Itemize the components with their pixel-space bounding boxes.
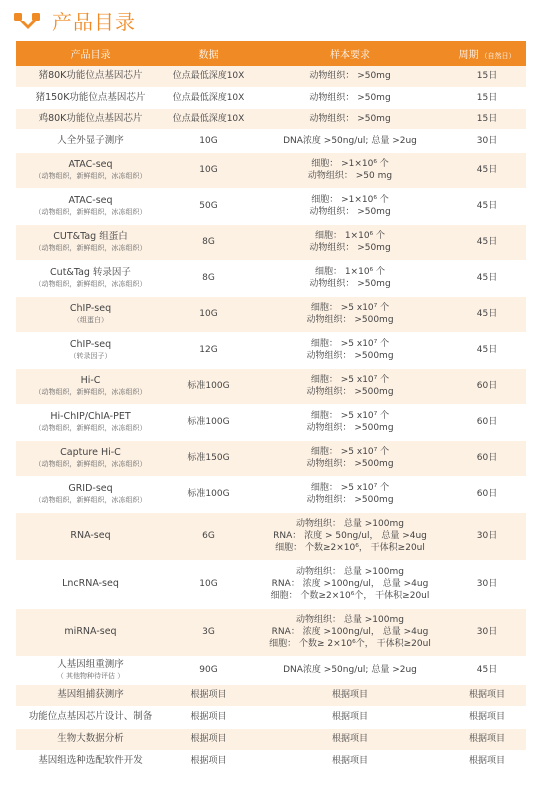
product-name-cell — [16, 66, 165, 87]
requirement-line: 细胞： >5 x10⁷ 个 — [310, 339, 390, 349]
table-body — [16, 66, 526, 772]
product-name: 生物大数据分析 — [57, 733, 124, 744]
data-cell: 位点最低深度10X — [165, 108, 252, 129]
data-cell: 50G — [165, 188, 252, 224]
data-cell: 10G — [165, 296, 252, 332]
table-row — [16, 560, 526, 608]
requirement-line: 根据项目 — [331, 756, 368, 766]
requirement-line: 细胞： 个数≥2×10⁶， 干体积≥20ul — [275, 543, 425, 553]
requirement-line: 动物组织： 总量 >100mg — [296, 615, 404, 625]
period-cell: 15日 — [448, 66, 526, 87]
product-name: ChIP-seq — [69, 303, 112, 314]
requirement-cell — [252, 108, 448, 129]
requirement-line: DNA浓度 >50ng/ul; 总量 >2ug — [283, 665, 417, 675]
product-name-cell — [16, 188, 165, 224]
product-name: GRID-seq — [68, 483, 113, 494]
product-name: Hi-C — [80, 375, 101, 386]
table-row — [16, 87, 526, 108]
data-cell: 8G — [165, 224, 252, 260]
product-name: 基因组选种选配软件开发 — [38, 755, 143, 766]
period-cell: 45日 — [448, 656, 526, 684]
table-row — [16, 404, 526, 440]
requirement-line: 细胞： >5 x10⁷ 个 — [310, 303, 390, 313]
product-name-cell — [16, 368, 165, 404]
product-catalog-table — [16, 41, 526, 773]
requirement-line: 动物组织： 总量 >100mg — [296, 519, 404, 529]
period-cell: 15日 — [448, 87, 526, 108]
table-row — [16, 368, 526, 404]
table-row — [16, 224, 526, 260]
requirement-cell — [252, 512, 448, 560]
period-cell: 根据项目 — [448, 684, 526, 706]
data-cell: 12G — [165, 332, 252, 368]
requirement-cell — [252, 560, 448, 608]
table-row — [16, 706, 526, 728]
data-cell: 根据项目 — [165, 728, 252, 750]
data-cell: 标准100G — [165, 404, 252, 440]
requirement-cell — [252, 750, 448, 772]
header-period-label: 周期 — [458, 50, 479, 61]
requirement-cell — [252, 476, 448, 512]
product-name-cell — [16, 87, 165, 108]
product-name-note: （动物组织，新鲜组织，冰冻组织） — [34, 424, 147, 432]
product-name-cell — [16, 108, 165, 129]
period-cell: 60日 — [448, 368, 526, 404]
product-name-note: （动物组织，新鲜组织，冰冻组织） — [34, 244, 147, 252]
product-name: CUT&Tag 组蛋白 — [53, 231, 128, 242]
product-name: ATAC-seq — [68, 159, 113, 170]
data-cell: 位点最低深度10X — [165, 87, 252, 108]
requirement-cell — [252, 87, 448, 108]
product-name: ATAC-seq — [68, 195, 113, 206]
data-cell: 3G — [165, 608, 252, 656]
data-cell: 根据项目 — [165, 750, 252, 772]
table-row — [16, 512, 526, 560]
requirement-line: 细胞： >5 x10⁷ 个 — [310, 411, 390, 421]
product-name: 功能位点基因芯片设计、制备 — [28, 711, 153, 722]
requirement-line: 细胞： >5 x10⁷ 个 — [310, 483, 390, 493]
product-name: Cut&Tag 转录因子 — [50, 267, 131, 278]
product-name-cell — [16, 332, 165, 368]
product-name: Hi-ChIP/ChIA-PET — [50, 411, 131, 422]
data-cell: 标准100G — [165, 476, 252, 512]
table-row — [16, 656, 526, 684]
table-row — [16, 608, 526, 656]
period-cell: 15日 — [448, 108, 526, 129]
period-cell: 45日 — [448, 332, 526, 368]
page-title: 产品目录 — [52, 10, 136, 34]
requirement-cell — [252, 684, 448, 706]
table-row — [16, 728, 526, 750]
product-name-cell — [16, 129, 165, 152]
product-name-cell — [16, 512, 165, 560]
requirement-cell — [252, 152, 448, 188]
product-name-note: （动物组织，新鲜组织，冰冻组织） — [34, 460, 147, 468]
data-cell: 根据项目 — [165, 706, 252, 728]
requirement-line: 动物组织： >50mg — [309, 279, 391, 289]
product-name-cell — [16, 224, 165, 260]
table-row — [16, 684, 526, 706]
header-requirement: 样本要求 — [252, 41, 448, 66]
header-period-note: （自然日） — [480, 52, 516, 60]
requirement-line: 根据项目 — [331, 734, 368, 744]
requirement-cell — [252, 224, 448, 260]
requirement-cell — [252, 656, 448, 684]
product-name: 猪150K功能位点基因芯片 — [35, 91, 146, 103]
requirement-line: 细胞： 个数≥2×10⁶个， 干体积≥20ul — [270, 591, 430, 601]
table-row — [16, 260, 526, 296]
table-header-row — [16, 41, 526, 66]
product-name-cell — [16, 728, 165, 750]
product-name-note: （动物组织，新鲜组织，冰冻组织） — [34, 280, 147, 288]
product-name-cell — [16, 260, 165, 296]
product-name-cell — [16, 296, 165, 332]
data-cell: 10G — [165, 560, 252, 608]
requirement-line: 动物组织： >500mg — [306, 459, 394, 469]
product-name-note: （组蛋白） — [73, 316, 108, 324]
data-cell: 根据项目 — [165, 684, 252, 706]
requirement-cell — [252, 66, 448, 87]
product-name-cell — [16, 684, 165, 706]
requirement-line: 动物组织： >50mg — [309, 243, 391, 253]
period-cell: 45日 — [448, 152, 526, 188]
period-cell: 60日 — [448, 476, 526, 512]
requirement-line: 动物组织： >50mg — [309, 207, 391, 217]
table-row — [16, 750, 526, 772]
product-name-cell — [16, 560, 165, 608]
product-name: RNA-seq — [70, 530, 111, 541]
data-cell: 标准150G — [165, 440, 252, 476]
requirement-cell — [252, 188, 448, 224]
period-cell: 45日 — [448, 260, 526, 296]
requirement-cell — [252, 368, 448, 404]
product-name-cell — [16, 440, 165, 476]
requirement-line: 动物组织： >50mg — [309, 92, 391, 103]
product-name-cell — [16, 750, 165, 772]
requirement-line: 动物组织： >500mg — [306, 387, 394, 397]
data-cell: 10G — [165, 129, 252, 152]
data-cell: 位点最低深度10X — [165, 66, 252, 87]
header-product: 产品目录 — [16, 41, 165, 66]
period-cell: 45日 — [448, 224, 526, 260]
requirement-line: 细胞： 个数≥ 2×10⁶个， 干体积≥20ul — [269, 639, 431, 649]
requirement-line: DNA浓度 >50ng/ul; 总量 >2ug — [283, 135, 417, 146]
product-name-note: （动物组织，新鲜组织，冰冻组织） — [34, 208, 147, 216]
requirement-cell — [252, 706, 448, 728]
product-name: Capture Hi-C — [60, 447, 121, 458]
requirement-line: 动物组织： >500mg — [306, 423, 394, 433]
requirement-line: 细胞： >1×10⁶ 个 — [311, 195, 389, 205]
product-name: LncRNA-seq — [62, 578, 119, 589]
requirement-line: 动物组织： 总量 >100mg — [296, 567, 404, 577]
requirement-line: 动物组织： >50 mg — [307, 171, 393, 181]
product-name: ChIP-seq — [69, 339, 112, 350]
requirement-line: 细胞： >5 x10⁷ 个 — [310, 447, 390, 457]
period-cell: 30日 — [448, 560, 526, 608]
requirement-cell — [252, 296, 448, 332]
requirement-cell — [252, 260, 448, 296]
data-cell: 6G — [165, 512, 252, 560]
requirement-cell — [252, 332, 448, 368]
requirement-line: 动物组织： >500mg — [306, 351, 394, 361]
requirement-line: 动物组织： >50mg — [309, 71, 391, 82]
product-name: 人全外显子测序 — [57, 134, 124, 146]
period-cell: 30日 — [448, 129, 526, 152]
requirement-line: RNA： 浓度 >100ng/ul， 总量 >4ug — [271, 579, 429, 589]
table-row — [16, 188, 526, 224]
product-name: 人基因组重测序 — [57, 659, 124, 670]
requirement-line: 细胞： 1×10⁶ 个 — [314, 267, 386, 277]
product-name: 鸡80K功能位点基因芯片 — [38, 112, 143, 124]
title-bar — [0, 0, 544, 38]
logo-icon — [14, 12, 42, 32]
requirement-line: RNA： 浓度 > 50ng/ul， 总量 >4ug — [273, 531, 427, 541]
product-name: miRNA-seq — [64, 626, 117, 637]
table-row — [16, 296, 526, 332]
product-name-cell — [16, 404, 165, 440]
table-row — [16, 129, 526, 152]
requirement-line: RNA： 浓度 >100ng/ul， 总量 >4ug — [271, 627, 429, 637]
header-data: 数据 — [165, 41, 252, 66]
period-cell: 根据项目 — [448, 750, 526, 772]
requirement-line: 根据项目 — [331, 690, 368, 700]
requirement-line: 细胞： >1×10⁶ 个 — [311, 159, 389, 169]
requirement-line: 细胞： >5 x10⁷ 个 — [310, 375, 390, 385]
table-row — [16, 66, 526, 87]
data-cell: 8G — [165, 260, 252, 296]
period-cell: 根据项目 — [448, 706, 526, 728]
product-name-note: （转录因子） — [69, 352, 112, 360]
requirement-cell — [252, 728, 448, 750]
product-name-note: （动物组织，新鲜组织，冰冻组织） — [34, 172, 147, 180]
requirement-line: 动物组织： >500mg — [306, 495, 394, 505]
requirement-line: 根据项目 — [331, 712, 368, 722]
table-row — [16, 108, 526, 129]
product-name-cell — [16, 656, 165, 684]
period-cell: 30日 — [448, 608, 526, 656]
requirement-cell — [252, 129, 448, 152]
period-cell: 45日 — [448, 188, 526, 224]
requirement-cell — [252, 440, 448, 476]
product-name: 基因组捕获测序 — [57, 689, 124, 700]
period-cell: 根据项目 — [448, 728, 526, 750]
product-name: 猪80K功能位点基因芯片 — [38, 70, 143, 82]
period-cell: 45日 — [448, 296, 526, 332]
data-cell: 90G — [165, 656, 252, 684]
table-row — [16, 440, 526, 476]
period-cell: 60日 — [448, 404, 526, 440]
requirement-line: 动物组织： >500mg — [306, 315, 394, 325]
table-row — [16, 476, 526, 512]
product-name-cell — [16, 706, 165, 728]
requirement-cell — [252, 404, 448, 440]
product-name-cell — [16, 608, 165, 656]
product-name-cell — [16, 152, 165, 188]
product-name-note: （ 其他物种待评估 ） — [56, 672, 125, 680]
table-row — [16, 332, 526, 368]
data-cell: 标准100G — [165, 368, 252, 404]
data-cell: 10G — [165, 152, 252, 188]
product-name-cell — [16, 476, 165, 512]
table-row — [16, 152, 526, 188]
header-period — [448, 41, 526, 66]
period-cell: 30日 — [448, 512, 526, 560]
period-cell: 60日 — [448, 440, 526, 476]
product-name-note: （动物组织，新鲜组织，冰冻组织） — [34, 496, 147, 504]
requirement-cell — [252, 608, 448, 656]
product-name-note: （动物组织，新鲜组织，冰冻组织） — [34, 388, 147, 396]
requirement-line: 动物组织： >50mg — [309, 113, 391, 124]
requirement-line: 细胞： 1×10⁶ 个 — [314, 231, 386, 241]
